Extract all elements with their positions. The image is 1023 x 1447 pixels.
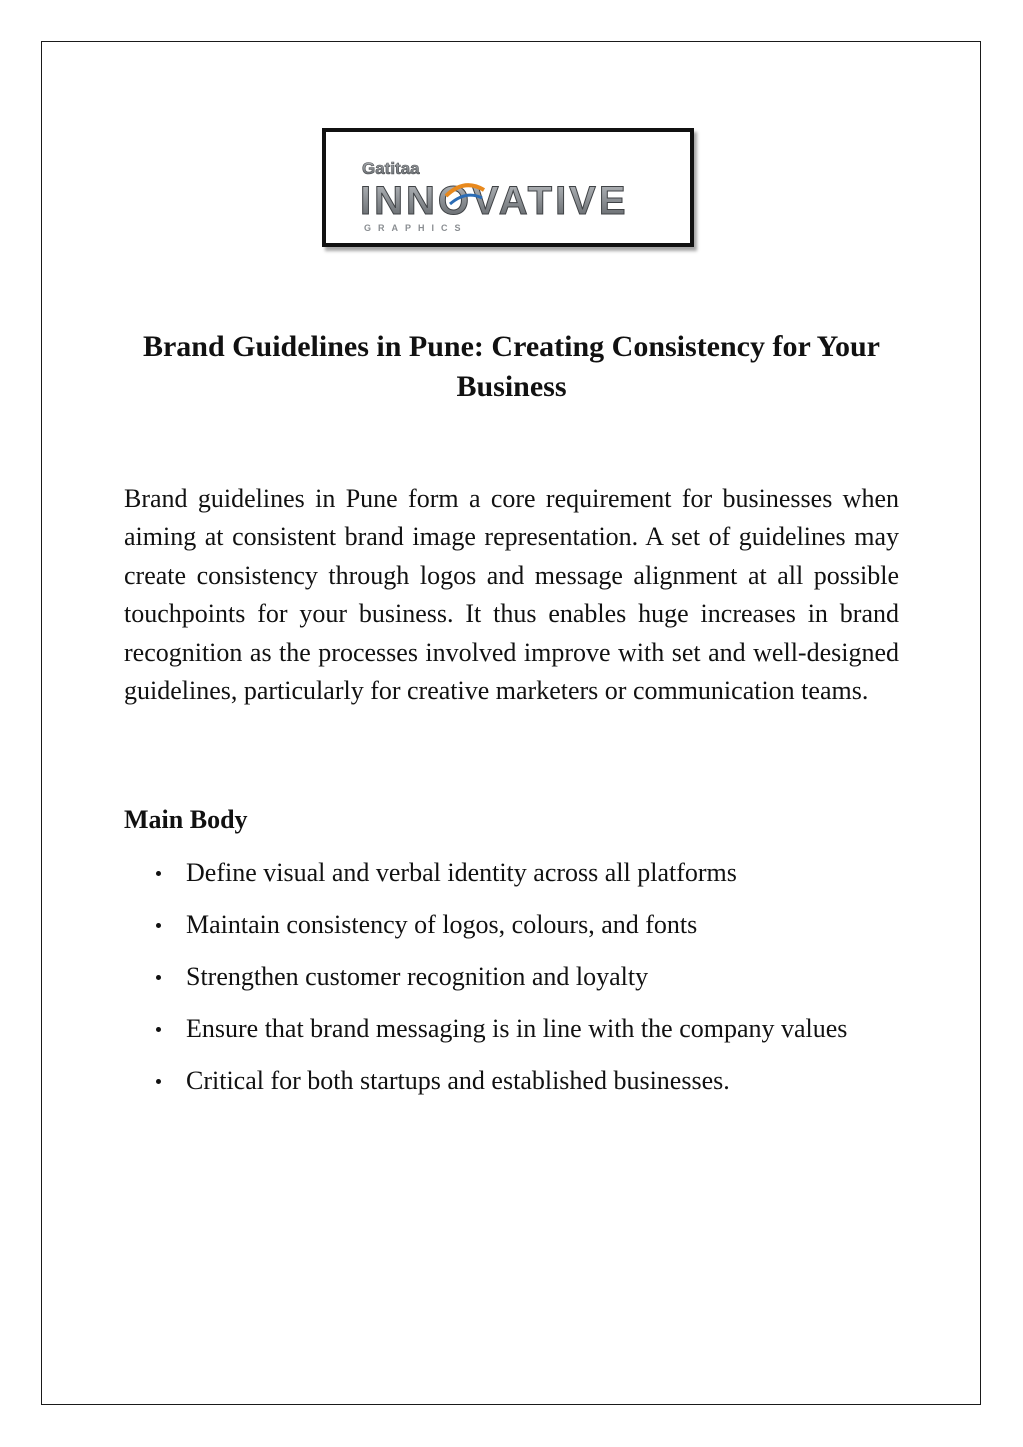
list-item bbox=[124, 958, 899, 996]
bullet-icon bbox=[156, 975, 161, 980]
list-item bbox=[124, 854, 899, 892]
list-item bbox=[124, 1062, 899, 1100]
list-item bbox=[124, 1010, 899, 1048]
page-title: Brand Guidelines in Pune: Creating Consistency for Your Business bbox=[142, 330, 880, 403]
list-item bbox=[124, 906, 899, 944]
intro-paragraph: Brand guidelines in Pune form a core requirement for businesses when aiming at consistent brand image representation. A set of guidelines may create consistency through logos and message alignment at all possible touchpoints for your business. It thus enables huge increases in brand recognition as the processes involved improve with set and well-designed guidelines, particularly for creative marketers or communication teams. bbox=[124, 484, 899, 706]
logo-wordmark-main: INNOVATIVE bbox=[360, 179, 629, 223]
innovative-graphics-logo-icon bbox=[326, 132, 690, 243]
logo-wordmark-small: Gatitaa bbox=[362, 159, 420, 178]
bullet-icon bbox=[156, 923, 161, 928]
bullet-list bbox=[124, 854, 899, 1114]
list-item-text: Ensure that brand messaging is in line with the company values bbox=[186, 1014, 848, 1043]
brand-logo bbox=[322, 128, 694, 247]
list-item-text: Define visual and verbal identity across all platforms bbox=[186, 858, 737, 887]
logo-wordmark-sub: GRAPHICS bbox=[364, 223, 468, 233]
section-heading: Main Body bbox=[124, 805, 248, 834]
list-item-text: Maintain consistency of logos, colours, and fonts bbox=[186, 910, 698, 939]
bullet-icon bbox=[156, 871, 161, 876]
list-item-text: Critical for both startups and established businesses. bbox=[186, 1066, 730, 1095]
bullet-icon bbox=[156, 1079, 161, 1084]
list-item-text: Strengthen customer recognition and loyalty bbox=[186, 962, 649, 991]
bullet-icon bbox=[156, 1027, 161, 1032]
